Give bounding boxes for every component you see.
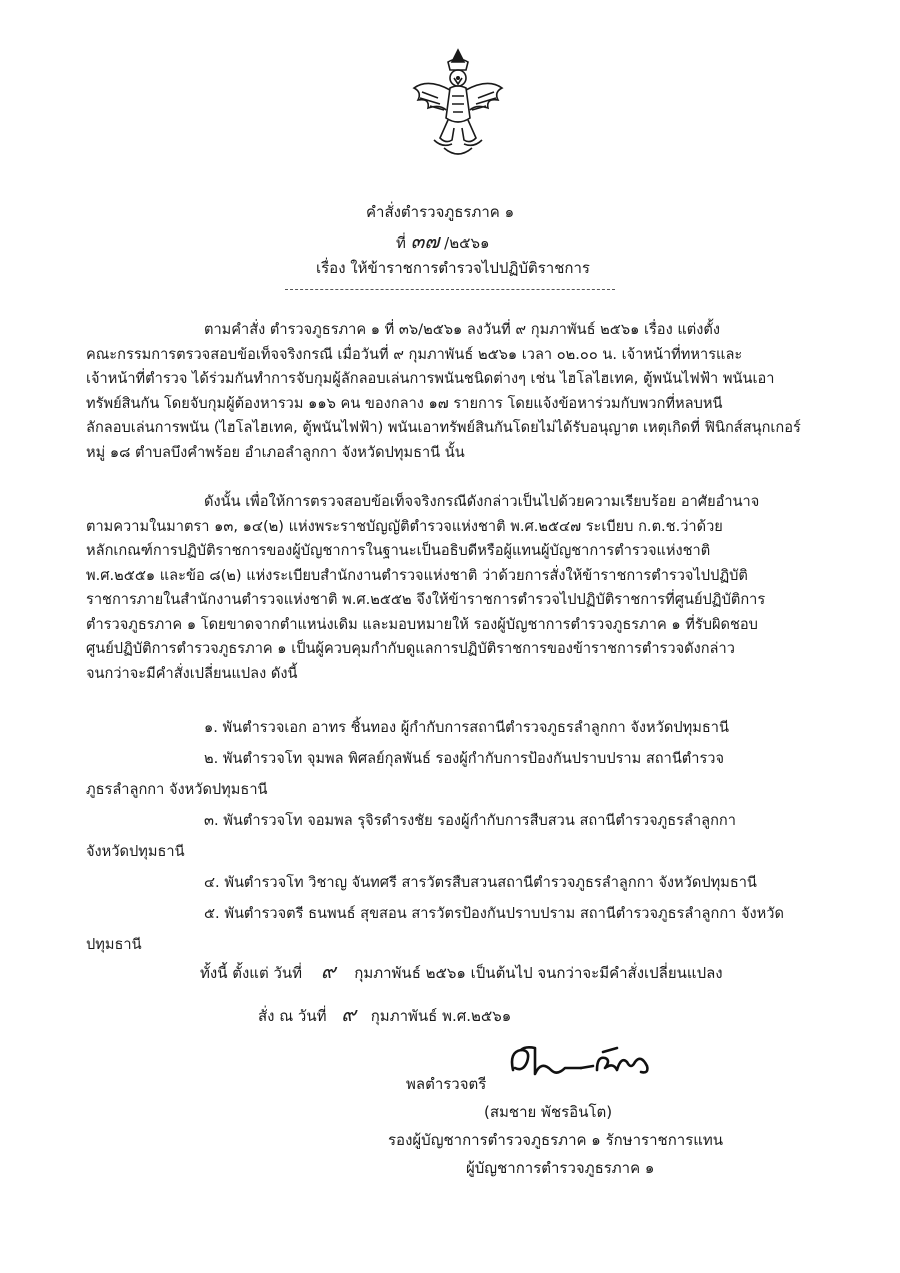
para2-line: จนกว่าจะมีคำสั่งเปลี่ยนแปลง ดังนี้ — [86, 664, 298, 682]
order-number-handwritten: ๓๗ — [410, 229, 440, 253]
para2-line: ตามความในมาตรา ๑๓, ๑๔(๒) แห่งพระราชบัญญัติตำรวจแห่งชาติ พ.ศ.๒๕๔๗ ระเบียบ ก.ต.ช.ว่าด้วย — [86, 517, 723, 535]
ordered-prefix: สั่ง ณ วันที่ — [258, 1007, 327, 1025]
signatory-name: (สมชาย พัชรอินโต) — [484, 1103, 613, 1121]
effective-date — [200, 955, 723, 987]
officer-2-cont: ภูธรลำลูกกา จังหวัดปทุมธานี — [86, 781, 268, 798]
order-number-suffix: /๒๕๖๑ — [444, 234, 490, 252]
header-divider — [285, 289, 615, 290]
ordered-suffix: กุมภาพันธ์ พ.ศ.๒๕๖๑ — [370, 1007, 512, 1025]
order-number — [396, 225, 490, 257]
effective-suffix: กุมภาพันธ์ ๒๕๖๑ เป็นต้นไป จนกว่าจะมีคำสั่งเปลี่ยนแปลง — [354, 964, 723, 982]
signatory-rank: พลตำรวจตรี — [406, 1075, 487, 1093]
officer-5-cont: ปทุมธานี — [86, 936, 142, 953]
signature-icon — [505, 1040, 655, 1082]
para2-line: ตำรวจภูธรภาค ๑ โดยขาดจากตำแหน่งเดิม และมอบหมายให้ รองผู้บัญชาการตำรวจภูธรภาค ๑ ที่รับผิดชอบ — [86, 615, 758, 633]
para1-line: เจ้าหน้าที่ตำรวจ ได้ร่วมกันทำการจับกุมผู้ลักลอบเล่นการพนันชนิดต่างๆ เช่น ไฮโลไฮเทค, ตู้พนันไฟฟ้า พนันเอา — [86, 370, 775, 387]
officer-2: ๒. พันตำรวจโท จุมพล พิศลย์กุลพันธ์ รองผู้กำกับการป้องกันปราบปราม สถานีตำรวจ — [204, 750, 725, 767]
signatory-position-acting-for: ผู้บัญชาการตำรวจภูธรภาค ๑ — [466, 1159, 655, 1177]
para1-line: ทรัพย์สินกัน โดยจับกุมผู้ต้องหารวม ๑๑๖ คน ของกลาง ๑๗ รายการ โดยแจ้งข้อหาร่วมกับพวกที่หลบหนี — [86, 394, 723, 412]
effective-prefix: ทั้งนี้ ตั้งแต่ วันที่ — [200, 964, 303, 982]
officer-1: ๑. พันตำรวจเอก อาทร ชิ้นทอง ผู้กำกับการสถานีตำรวจภูธรลำลูกกา จังหวัดปทุมธานี — [204, 719, 729, 736]
garuda-emblem-icon — [408, 48, 508, 163]
para2-line: ดังนั้น เพื่อให้การตรวจสอบข้อเท็จจริงกรณีดังกล่าวเป็นไปด้วยความเรียบร้อย อาศัยอำนาจ — [204, 493, 760, 510]
effective-day-handwritten: ๙ — [320, 959, 336, 983]
para1-line: คณะกรรมการตรวจสอบข้อเท็จจริงกรณี เมื่อวันที่ ๙ กุมภาพันธ์ ๒๕๖๑ เวลา ๐๒.๐๐ น. เจ้าหน้าที่ทหารและ — [86, 345, 743, 363]
officer-3-cont: จังหวัดปทุมธานี — [86, 843, 185, 860]
para1-line: หมู่ ๑๘ ตำบลบึงคำพร้อย อำเภอลำลูกกา จังหวัดปทุมธานี นั้น — [86, 443, 465, 461]
para1-line: ลักลอบเล่นการพนัน (ไฮโลไฮเทค, ตู้พนันไฟฟ้า) พนันเอาทรัพย์สินกันโดยไม่ได้รับอนุญาต เหตุเกิดที่ ฟินิกส์สนุกเกอร์ — [86, 419, 801, 436]
para2-line: หลักเกณฑ์การปฏิบัติราชการของผู้บัญชาการในฐานะเป็นอธิบดีหรือผู้แทนผู้บัญชาการตำรวจแห่งชาติ — [86, 542, 711, 559]
para1-line: ตามคำสั่ง ตำรวจภูธรภาค ๑ ที่ ๓๖/๒๕๖๑ ลงวันที่ ๙ กุมภาพันธ์ ๒๕๖๑ เรื่อง แต่งตั้ง — [204, 321, 720, 338]
signatory-position: รองผู้บัญชาการตำรวจภูธรภาค ๑ รักษาราชการแทน — [388, 1131, 724, 1149]
officer-4: ๔. พันตำรวจโท วิชาญ จันทศรี สารวัตรสืบสวนสถานีตำรวจภูธรลำลูกกา จังหวัดปทุมธานี — [204, 874, 757, 891]
para2-line: ศูนย์ปฏิบัติการตำรวจภูธรภาค ๑ เป็นผู้ควบคุมกำกับดูแลการปฏิบัติราชการของข้าราชการตำรวจดังกล่าว — [86, 640, 735, 657]
order-subject: เรื่อง ให้ข้าราชการตำรวจไปปฏิบัติราชการ — [316, 259, 590, 277]
para2-line: ราชการภายในสำนักงานตำรวจแห่งชาติ พ.ศ.๒๕๕๒ จึงให้ข้าราชการตำรวจไปปฏิบัติราชการที่ศูนย์ปฏิบัติการ — [86, 591, 766, 608]
para2-line: พ.ศ.๒๕๕๑ และข้อ ๘(๒) แห่งระเบียบสำนักงานตำรวจแห่งชาติ ว่าด้วยการสั่งให้ข้าราชการตำรวจไปปฏิบัติ — [86, 566, 748, 584]
order-number-prefix: ที่ — [396, 234, 406, 252]
officer-list — [86, 712, 808, 960]
ordered-date — [258, 998, 511, 1030]
paragraph-reference — [86, 318, 808, 465]
paragraph-authority — [86, 490, 808, 686]
order-title: คำสั่งตำรวจภูธรภาค ๑ — [366, 203, 515, 221]
ordered-day-handwritten: ๙ — [341, 1002, 356, 1026]
officer-5: ๕. พันตำรวจตรี ธนพนธ์ สุขสอน สารวัตรป้องกันปราบปราม สถานีตำรวจภูธรลำลูกกา จังหวัด — [204, 905, 784, 922]
officer-3: ๓. พันตำรวจโท จอมพล รุจิรดำรงชัย รองผู้กำกับการสืบสวน สถานีตำรวจภูธรลำลูกกา — [204, 812, 736, 829]
